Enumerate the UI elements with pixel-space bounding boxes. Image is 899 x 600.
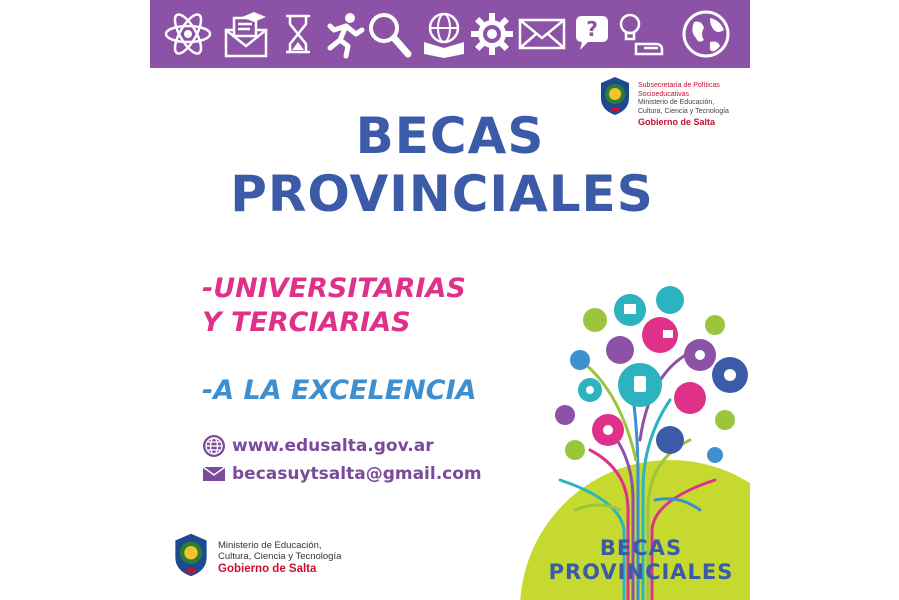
website-link[interactable]: www.edusalta.gov.ar xyxy=(232,436,434,456)
category-tertiary: Y TERCIARIAS xyxy=(202,307,411,338)
envelope-certificate-icon xyxy=(220,8,272,60)
gear-icon xyxy=(466,8,518,60)
logo-line-2: Socioeducativas xyxy=(638,90,689,98)
chat-question-icon xyxy=(566,8,618,60)
category-university: -UNIVERSITARIAS xyxy=(202,273,466,304)
logo-gov: Gobierno de Salta xyxy=(218,563,317,575)
logo-line-4: Cultura, Ciencia y Tecnología xyxy=(638,107,729,115)
svg-text:?: ? xyxy=(586,17,598,41)
hourglass-icon xyxy=(272,8,324,60)
logo-line-2: Cultura, Ciencia y Tecnología xyxy=(218,551,342,562)
badge-line-2: PROVINCIALES xyxy=(548,560,734,584)
poster xyxy=(150,0,750,600)
title-line-1: BECAS xyxy=(355,107,545,165)
title-line-2: PROVINCIALES xyxy=(230,165,654,223)
envelope-icon xyxy=(202,462,226,486)
logo-line-1: Ministerio de Educación, xyxy=(218,540,322,551)
magnifier-icon xyxy=(362,8,414,60)
email-link[interactable]: becasuytsalta@gmail.com xyxy=(232,464,482,484)
lightbulb-hand-icon xyxy=(614,8,666,60)
email-row[interactable] xyxy=(202,462,482,486)
salta-seal-icon xyxy=(172,532,210,578)
category-excellence: -A LA EXCELENCIA xyxy=(202,375,477,406)
atom-icon xyxy=(162,8,214,60)
envelope-icon xyxy=(516,8,568,60)
book-globe-icon xyxy=(418,8,470,60)
website-row[interactable] xyxy=(202,434,434,458)
badge-line-1: BECAS xyxy=(599,536,683,560)
logo-gov: Gobierno de Salta xyxy=(638,117,716,127)
logo-line-3: Ministerio de Educación, xyxy=(638,99,715,106)
government-logo-bottom xyxy=(172,530,392,586)
logo-line-1: Subsecretaría de Políticas xyxy=(638,82,720,89)
icon-banner xyxy=(150,0,750,68)
globe-icon xyxy=(202,434,226,458)
globe-icon xyxy=(680,8,732,60)
